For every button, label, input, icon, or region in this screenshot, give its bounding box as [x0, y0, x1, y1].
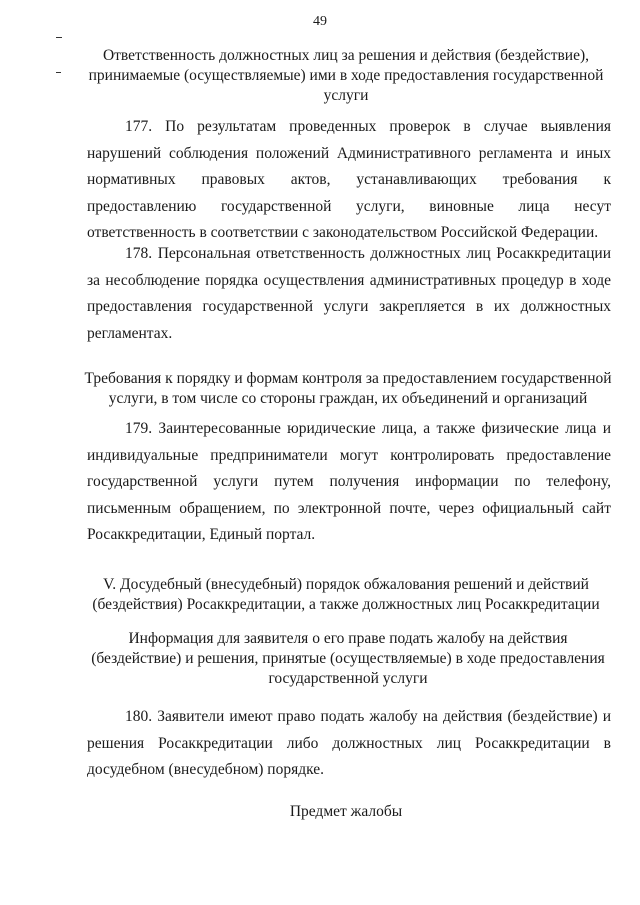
paragraph-178: 178. Персональная ответственность должностных лиц Росаккредитации за несоблюдение порядка осуществления административных процедур в ходе предоставления государственной услуги закрепляется в их должностных регламентах. — [87, 245, 611, 342]
paragraph-180: 180. Заявители имеют право подать жалобу на действия (бездействие) и решения Росаккредитации либо должностных лиц Росаккредитации в досудебном (внесудебном) порядке. — [87, 708, 611, 778]
paragraph-179: 179. Заинтересованные юридические лица, а также физические лица и индивидуальные предприниматели могут контролировать предоставление государственной услуги путем получения информации по телефону, письменным обращением, по электронной почте, через официальный сайт Росаккредитации, Единый портал. — [87, 420, 611, 543]
heading-complaint-subject: Предмет жалобы — [289, 803, 403, 820]
heading-section-v: V. Досудебный (внесудебный) порядок обжалования решений и действий (бездействия) Росаккредитации, а также должностных лиц Росаккредитации — [92, 576, 600, 613]
paragraph-177: 177. По результатам проведенных проверок в случае выявления нарушений соблюдения положений Административного регламента и иных нормативных правовых актов, устанавливающих требования к предоставлению государственной услуги, виновные лица несут ответственность в соответствии с законодательством Российской Федерации. — [87, 118, 611, 241]
heading-complaint-info: Информация для заявителя о его праве подать жалобу на действия (бездействие) и решения, принятые (осуществляемые) в ходе предоставления государственной услуги — [91, 630, 605, 687]
scan-mark — [56, 72, 61, 73]
heading-control: Требования к порядку и формам контроля за предоставлением государственной услуги, в том числе со стороны граждан, их объединений и организаций — [84, 370, 612, 407]
page-number: 49 — [313, 14, 327, 29]
scan-mark — [56, 37, 62, 38]
heading-responsibility: Ответственность должностных лиц за решения и действия (бездействие), принимаемые (осуществляемые) ими в ходе предоставления государственной услуги — [88, 47, 604, 104]
